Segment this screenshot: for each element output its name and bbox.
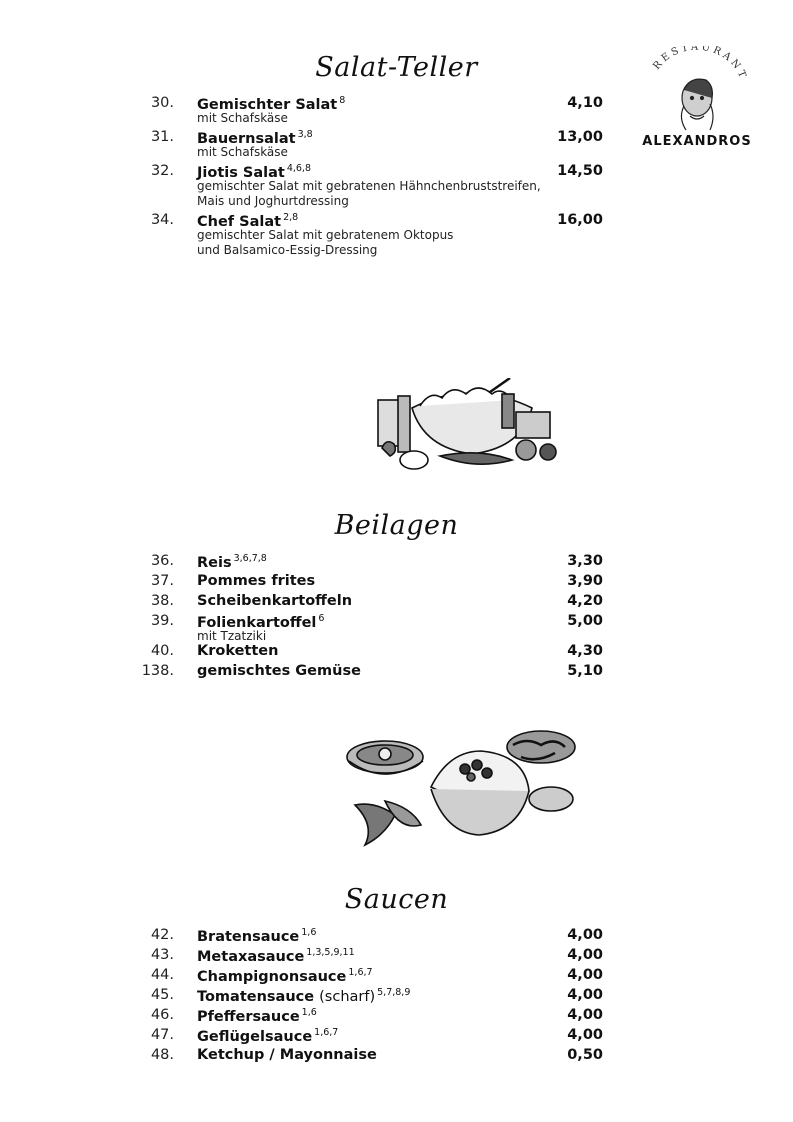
item-name <box>197 947 355 965</box>
item-price: 4,00 <box>567 987 603 1003</box>
item-name-text: Gemischter Salat <box>197 97 338 113</box>
item-name-text: Pommes frites <box>197 573 316 589</box>
item-name-text: Champignonsauce <box>197 969 347 985</box>
side-dishes-illustration <box>345 727 580 847</box>
item-price: 4,10 <box>567 95 603 111</box>
logo-arc-text: RESTAURANT <box>651 46 749 83</box>
item-name <box>197 553 267 571</box>
item-name-text: Ketchup / Mayonnaise <box>197 1047 377 1063</box>
item-name <box>197 927 316 945</box>
item-number: 39. <box>150 613 174 629</box>
item-name-text: Bratensauce <box>197 929 300 945</box>
item-price: 4,30 <box>567 643 603 659</box>
salat-heading: Salat-Teller <box>315 52 478 83</box>
allergen-codes: 1,3,5,9,11 <box>306 947 355 958</box>
item-price: 4,00 <box>567 1027 603 1043</box>
item-name <box>197 1027 338 1045</box>
item-name <box>197 1047 377 1063</box>
item-name-text: Scheibenkartoffeln <box>197 593 353 609</box>
item-number: 43. <box>150 947 174 963</box>
item-number: 32. <box>150 163 174 179</box>
item-number: 42. <box>150 927 174 943</box>
item-description: und Balsamico-Essig-Dressing <box>197 243 378 257</box>
item-name-text: Kroketten <box>197 643 279 659</box>
item-name-text: Chef Salat <box>197 214 282 230</box>
item-number: 40. <box>150 643 174 659</box>
item-number: 45. <box>150 987 174 1003</box>
item-number: 36. <box>150 553 174 569</box>
item-name-text: Metaxasauce <box>197 949 305 965</box>
item-name-text: Pfeffersauce <box>197 1009 300 1025</box>
allergen-codes: 2,8 <box>283 212 299 223</box>
item-name-text: Geflügelsauce <box>197 1029 313 1045</box>
beilagen-heading: Beilagen <box>334 510 459 541</box>
item-price: 3,90 <box>567 573 603 589</box>
item-description: gemischter Salat mit gebratenem Oktopus <box>197 228 454 242</box>
item-note: (scharf) <box>319 989 376 1005</box>
item-price: 13,00 <box>557 129 603 145</box>
item-name <box>197 967 373 985</box>
item-number: 37. <box>150 573 174 589</box>
item-name <box>197 573 315 589</box>
item-name <box>197 987 410 1005</box>
item-name-text: Tomatensauce <box>197 989 315 1005</box>
item-price: 5,10 <box>567 663 603 679</box>
greek-head-icon <box>681 79 713 130</box>
allergen-codes: 8 <box>339 95 346 106</box>
item-name-text: Reis <box>197 555 232 571</box>
item-number: 31. <box>150 129 174 145</box>
item-price: 5,00 <box>567 613 603 629</box>
allergen-codes: 3,6,7,8 <box>233 553 267 564</box>
allergen-codes: 1,6 <box>301 927 317 938</box>
item-number: 38. <box>150 593 174 609</box>
logo-name: ALEXANDROS <box>642 134 752 149</box>
item-number: 48. <box>150 1047 174 1063</box>
item-name <box>197 643 278 659</box>
item-price: 3,30 <box>567 553 603 569</box>
item-name <box>197 1007 317 1025</box>
item-price: 4,00 <box>567 967 603 983</box>
item-number: 34. <box>150 212 174 228</box>
item-description: mit Tzatziki <box>197 629 267 643</box>
item-price: 16,00 <box>557 212 603 228</box>
item-description: gemischter Salat mit gebratenen Hähnchenbruststreifen, <box>197 179 541 193</box>
item-description: mit Schafskäse <box>197 111 288 125</box>
item-name-text: Jiotis Salat <box>197 165 285 181</box>
item-name-text: Folienkartoffel <box>197 615 317 631</box>
item-number: 30. <box>150 95 174 111</box>
item-name-text: gemischtes Gemüse <box>197 663 361 679</box>
allergen-codes: 4,6,8 <box>286 163 312 174</box>
allergen-codes: 1,6,7 <box>314 1027 339 1038</box>
allergen-codes: 5,7,8,9 <box>377 987 411 998</box>
item-price: 0,50 <box>567 1047 603 1063</box>
saucen-heading: Saucen <box>344 884 449 915</box>
item-name-text: Bauernsalat <box>197 131 296 147</box>
allergen-codes: 1,6,7 <box>348 967 373 978</box>
item-number: 47. <box>150 1027 174 1043</box>
allergen-codes: 1,6 <box>301 1007 317 1018</box>
item-number: 46. <box>150 1007 174 1023</box>
item-name <box>197 663 361 679</box>
item-price: 4,00 <box>567 947 603 963</box>
item-number: 138. <box>141 663 174 679</box>
allergen-codes: 3,8 <box>297 129 313 140</box>
item-price: 4,20 <box>567 593 603 609</box>
salad-bowl-illustration <box>370 378 575 473</box>
item-price: 4,00 <box>567 927 603 943</box>
item-price: 4,00 <box>567 1007 603 1023</box>
item-price: 14,50 <box>557 163 603 179</box>
item-name <box>197 593 352 609</box>
item-description: Mais und Joghurtdressing <box>197 194 349 208</box>
item-description: mit Schafskäse <box>197 145 288 159</box>
allergen-codes: 6 <box>318 613 325 624</box>
item-number: 44. <box>150 967 174 983</box>
